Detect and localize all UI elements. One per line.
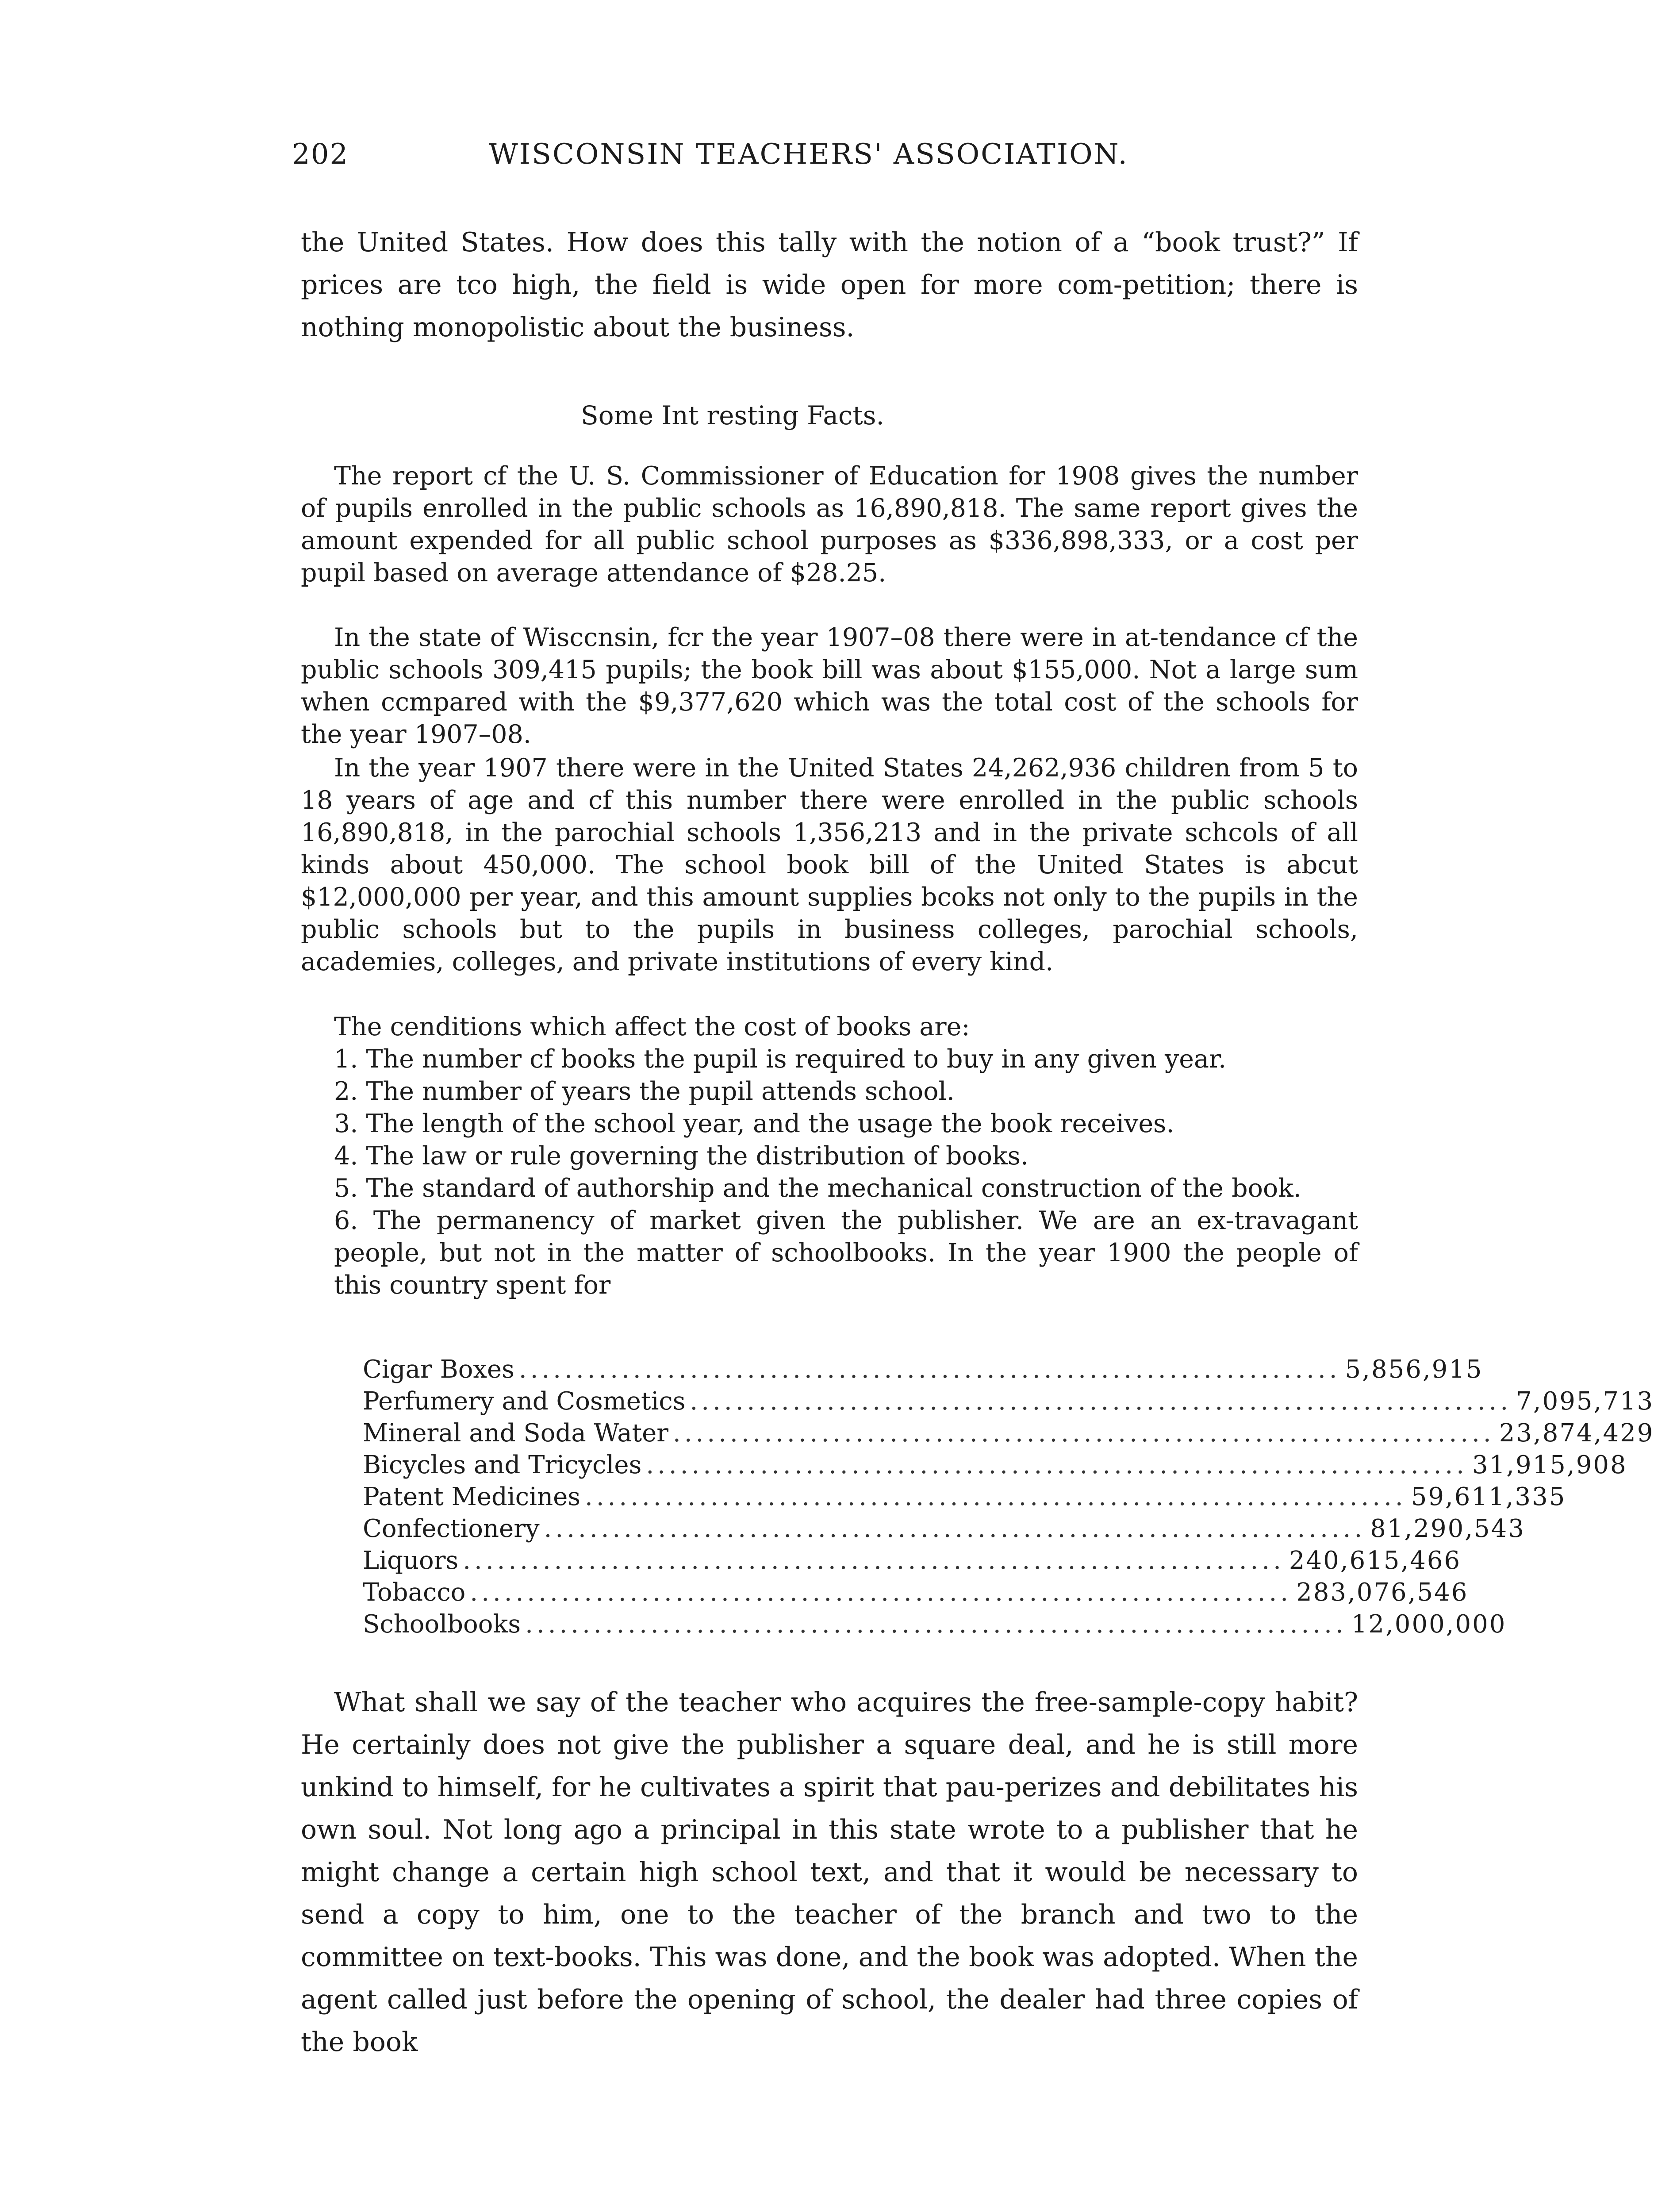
table-row-item: Bicycles and Tricycles [363,1451,642,1479]
dot-leader: ........................................................................ [673,1419,1495,1448]
table-row [363,1545,1462,1577]
list-item: 4. The law or rule governing the distribution of books. [334,1141,1029,1171]
dot-leader: ........................................................................ [690,1387,1512,1416]
table-row [363,1609,1507,1640]
table-row [363,1386,1654,1417]
table-row-amount: 7,095,713 [1516,1387,1654,1416]
running-head: WISCONSIN TEACHERS' ASSOCIATION. [489,138,1128,171]
dot-leader: ........................................................................ [544,1514,1366,1543]
intro-paragraph: the United States. How does this tally with the notion of a “book trust?” If prices are tco high, the field is wide open for more com-petition; there is nothing monopolistic about the business. [301,227,1358,343]
conditions-list [301,1043,1358,1302]
dot-leader: ........................................................................ [463,1546,1285,1575]
dot-leader: ........................................................................ [518,1355,1341,1384]
list-item: 2. The number of years the pupil attends school. [334,1077,955,1106]
table-row-amount: 31,915,908 [1472,1451,1627,1479]
page-header [292,138,1362,178]
table-row [363,1481,1566,1513]
table-row-amount: 283,076,546 [1296,1578,1469,1607]
spending-table [363,1354,1654,1640]
dot-leader: ........................................................................ [470,1578,1292,1607]
table-row-item: Mineral and Soda Water [363,1419,669,1448]
paragraph-wisconsin: In the state of Wisccnsin, fcr the year 1907–08 there were in at-tendance cf the public schools 309,415 pupils; the book bill was about $155,000. Not a large sum when ccmpared with the $9,377,620 which was the total cost of the schools for the year 1907–08. [301,623,1358,749]
table-row-amount: 81,290,543 [1370,1514,1525,1543]
table-row-item: Schoolbooks [363,1610,521,1639]
table-row-item: Tobacco [363,1578,466,1607]
table-row-item: Patent Medicines [363,1482,581,1511]
dot-leader: ........................................................................ [646,1451,1468,1479]
dot-leader: ........................................................................ [585,1482,1407,1511]
table-row-item: Perfumery and Cosmetics [363,1387,686,1416]
list-item: 3. The length of the school year, and the usage the book receives. [334,1109,1174,1138]
table-row [363,1354,1483,1386]
table-row-amount: 23,874,429 [1499,1419,1654,1448]
table-row [363,1417,1654,1449]
page-number: 202 [292,138,349,171]
table-row-item: Cigar Boxes [363,1355,514,1384]
paragraph-education-report: The report cf the U. S. Commissioner of Education for 1908 gives the number of pupils enrolled in the public schools as 16,890,818. The same report gives the amount expended for all public school purposes as $336,898,333, or a cost per pupil based on average attendance of $28.25. [301,461,1358,588]
table-row [363,1577,1469,1609]
list-item: 6. The permanency of market given the publisher. We are an ex-travagant people, but not in the matter of schoolbooks. In the year 1900 the people of this country spent for [334,1206,1358,1300]
table-row-amount: 5,856,915 [1345,1355,1483,1384]
table-row-amount: 59,611,335 [1411,1482,1566,1511]
paragraph-united-states: In the year 1907 there were in the United States 24,262,936 children from 5 to 18 years of age and cf this number there were enrolled in the public schools 16,890,818, in the parochial schools 1,356,213 and in the private schcols of all kinds about 450,000. The school book bill of the United States is abcut $12,000,000 per year, and this amount supplies bcoks not only to the pupils in the public schools but to the pupils in business colleges, parochial schools, academies, colleges, and private institutions of every kind. [301,753,1358,976]
dot-leader: ........................................................................ [525,1610,1347,1639]
table-row-amount: 240,615,466 [1289,1546,1462,1575]
section-heading: Some Int resting Facts. [581,400,884,430]
table-row [363,1449,1627,1481]
table-row [363,1513,1525,1545]
table-row-amount: 12,000,000 [1351,1610,1507,1639]
paragraph-conditions-intro: The cenditions which affect the cost of books are: [334,1012,970,1041]
list-item: 5. The standard of authorship and the mechanical construction of the book. [334,1174,1301,1203]
closing-paragraph: What shall we say of the teacher who acquires the free-sample-copy habit? He certainly does not give the publisher a square deal, and he is still more unkind to himself, for he cultivates a spirit that pau-perizes and debilitates his own soul. Not long ago a principal in this state wrote to a publisher that he might change a certain high school text, and that it would be necessary to send a copy to him, one to the teacher of the branch and two to the committee on text-books. This was done, and the book was adopted. When the agent called just before the opening of school, the dealer had three copies of the book [301,1687,1358,2058]
table-row-item: Confectionery [363,1514,540,1543]
table-row-item: Liquors [363,1546,459,1575]
list-item: 1. The number cf books the pupil is required to buy in any given year. [334,1045,1227,1074]
